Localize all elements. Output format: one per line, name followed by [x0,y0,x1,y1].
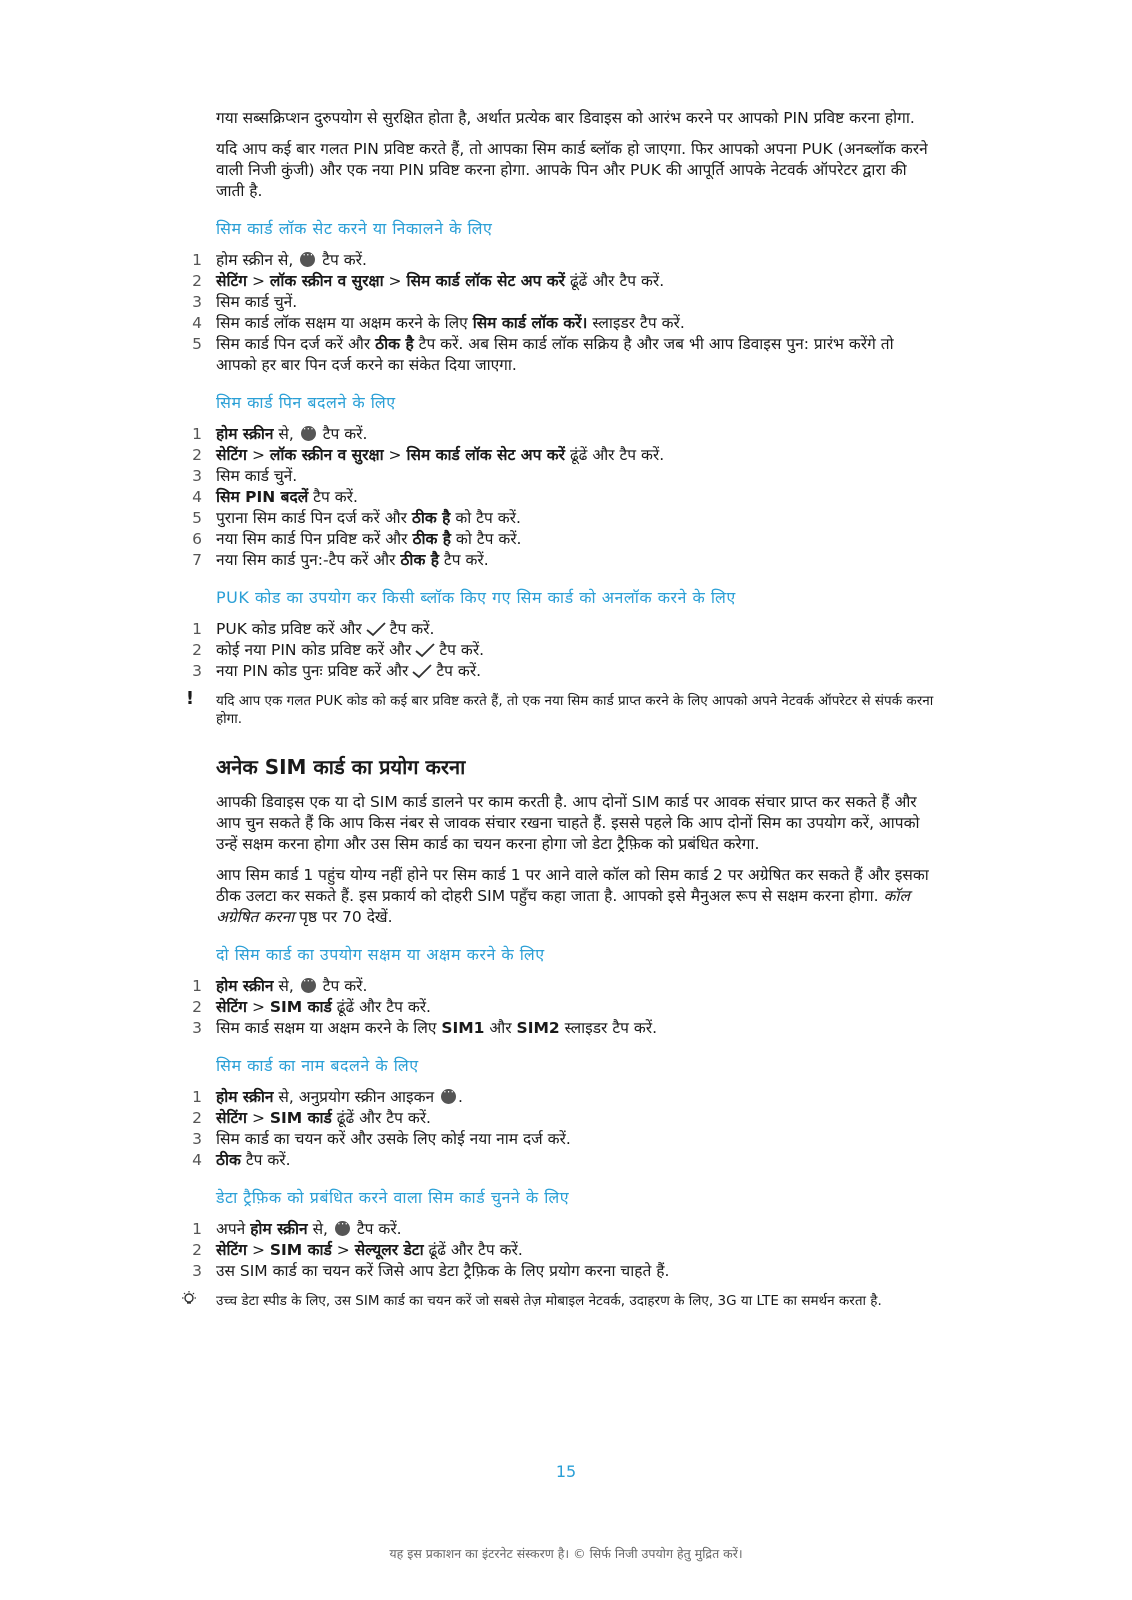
warning-note-text: यदि आप एक गलत PUK कोड को कई बार प्रविष्ट करते हैं, तो एक नया सिम कार्ड प्राप्त करने के लिए आपको अपने नेटवर्क ऑपरेटर से संपर्क करना होगा. [216,693,934,727]
list-item [192,250,936,271]
checkmark-icon [411,663,433,679]
step-number: 7 [192,551,202,569]
path-separator: > [331,1241,355,1259]
step-number: 3 [192,1019,202,1037]
step-number: 3 [192,662,202,680]
ui-term: SIM1 [441,1019,485,1037]
ui-term: ठीक है [400,551,439,569]
path-separator: > [247,272,270,290]
step-text: को टैप करें. [450,509,521,527]
menu-path-settings: सेटिंग [216,1109,248,1127]
step-number: 1 [192,1088,202,1106]
list-item [192,1087,936,1108]
steps-rename-sim [192,1087,936,1171]
ui-term: होम स्क्रीन [250,1220,308,1238]
list-item [192,640,936,661]
step-text: ढूंढें और टैप करें. [331,1109,431,1127]
step-text: से, [273,977,294,995]
path-separator: > [247,1241,270,1259]
list-item [192,1108,936,1129]
step-text: से, [273,425,294,443]
heading-sim-lock: सिम कार्ड लॉक सेट करने या निकालने के लिए [216,219,493,238]
step-text: ढूंढें और टैप करें. [423,1241,523,1259]
step-number: 2 [192,272,202,290]
step-text: ढूंढें और टैप करें. [565,446,665,464]
heading-dual-sim-enable: दो सिम कार्ड का उपयोग सक्षम या अक्षम करने के लिए [216,945,545,964]
list-item [192,334,936,376]
step-number: 3 [192,1262,202,1280]
ui-term: ठीक [216,1151,241,1169]
multi-sim-paragraph-1: आपकी डिवाइस एक या दो SIM कार्ड डालने पर काम करती है. आप दोनों SIM कार्ड पर आवक संचार प्राप्त कर सकते हैं और आप चुन सकते हैं कि आप किस नंबर से जावक संचार रखना चाहते हैं. इससे पहले कि आप दोनों सिम का उपयोग करें, आपको उन्हें सक्षम करना होगा और उस सिम कार्ड का चयन करना होगा जो डेटा ट्रैफ़िक को प्रबंधित करेगा. [216,793,920,853]
step-number: 6 [192,530,202,548]
step-text: PUK कोड प्रविष्ट करें और [216,620,362,638]
paragraph-text: आप सिम कार्ड 1 पहुंच योग्य नहीं होने पर सिम कार्ड 1 पर आने वाले कॉल को सिम कार्ड 2 पर अग्रेषित कर सकते हैं और इसका ठीक उलटा कर सकते हैं. इस प्रकार्य को दोहरी SIM पहुँच कहा जाता है. आपको इसे मैनुअल रूप से सक्षम करना होगा. [216,866,929,905]
list-item [192,445,936,466]
step-number: 1 [192,425,202,443]
step-number: 4 [192,314,202,332]
step-number: 1 [192,977,202,995]
exclamation-icon: ! [185,688,195,709]
apps-grid-icon [301,978,316,993]
step-text: से, [307,1220,328,1238]
step-text: टैप करें. [308,488,358,506]
paragraph-text: पृष्ठ पर 70 देखें. [294,908,393,926]
list-item [192,997,936,1018]
step-text: टैप करें. [439,641,485,659]
list-item [192,976,936,997]
list-item [192,1240,936,1261]
step-text: ढूंढें और टैप करें. [331,998,431,1016]
intro-paragraph-2: यदि आप कई बार गलत PIN प्रविष्ट करते हैं, तो आपका सिम कार्ड ब्लॉक हो जाएगा. फिर आपको अपना PUK (अनब्लॉक करने वाली निजी कुंजी) और एक नया PIN प्रविष्ट करना होगा. आपके पिन और PUK की आपूर्ति आपके नेटवर्क ऑपरेटर द्वारा की जाती है. [216,140,928,200]
step-number: 2 [192,641,202,659]
section-title-multiple-sim: अनेक SIM कार्ड का प्रयोग करना [216,755,466,779]
step-number: 2 [192,998,202,1016]
step-text: को टैप करें. [451,530,522,548]
apps-grid-icon [335,1221,350,1236]
list-item [192,313,936,334]
step-text: ढूंढें और टैप करें. [565,272,665,290]
step-text: सिम कार्ड लॉक सक्षम या अक्षम करने के लिए [216,314,473,332]
step-text: टैप करें. [438,551,489,569]
list-item [192,1261,936,1282]
step-text: टैप करें. [356,1220,402,1238]
steps-sim-pin-change [192,424,936,571]
page-footer: यह इस प्रकाशन का इंटरनेट संस्करण है। © सिर्फ निजी उपयोग हेतु मुद्रित करें। [389,1546,743,1561]
list-item [192,1129,936,1150]
list-item [192,1219,936,1240]
menu-path-settings: सेटिंग [216,446,248,464]
menu-path-settings: सेटिंग [216,1241,248,1259]
warning-note [185,688,936,728]
menu-path-sim-lock: सिम कार्ड लॉक सेट अप करें [406,272,566,290]
menu-path-lock-screen: लॉक स्क्रीन व सुरक्षा [269,446,384,464]
ui-term: ठीक है [411,509,451,527]
step-text: टैप करें. [389,620,435,638]
step-number: 3 [192,1130,202,1148]
menu-path-sim-cards: SIM कार्ड [269,1241,332,1259]
step-number: 4 [192,1151,202,1169]
list-item [192,466,936,487]
ui-term: सिम PIN बदलें [216,488,309,506]
menu-path-sim-cards: SIM कार्ड [269,1109,332,1127]
step-text: सिम कार्ड चुनें. [216,467,298,485]
heading-sim-pin-change: सिम कार्ड पिन बदलने के लिए [216,393,396,412]
step-number: 3 [192,467,202,485]
step-text: और [484,1019,517,1037]
list-item [192,529,936,550]
menu-path-settings: सेटिंग [216,272,248,290]
step-text: पुराना सिम कार्ड पिन दर्ज करें और [216,509,412,527]
step-number: 2 [192,446,202,464]
step-text: सिम कार्ड का चयन करें और उसके लिए कोई नया नाम दर्ज करें. [216,1130,571,1148]
path-separator: > [247,998,270,1016]
step-text: उस SIM कार्ड का चयन करें जिसे आप डेटा ट्रैफ़िक के लिए प्रयोग करना चाहते हैं. [216,1262,670,1280]
step-number: 1 [192,1220,202,1238]
step-number: 5 [192,509,202,527]
path-separator: > [383,446,407,464]
tip-note [216,1292,936,1310]
menu-path-sim-cards: SIM कार्ड [269,998,332,1016]
steps-puk-unlock [192,619,936,682]
step-text: टैप करें. [322,425,368,443]
multi-sim-paragraph-2 [216,865,936,928]
ui-term: होम स्क्रीन [216,1088,274,1106]
step-number: 4 [192,488,202,506]
step-number: 5 [192,335,202,353]
ui-term: ठीक है [375,335,414,353]
apps-grid-icon [300,252,315,267]
step-text: सिम कार्ड पिन दर्ज करें और [216,335,376,353]
step-text: नया सिम कार्ड पुन:-टैप करें और [216,551,401,569]
step-text: टैप करें. [240,1151,291,1169]
ui-term: SIM2 [516,1019,560,1037]
heading-data-traffic-sim: डेटा ट्रैफ़िक को प्रबंधित करने वाला सिम कार्ड चुनने के लिए [216,1188,570,1207]
step-text: से, अनुप्रयोग स्क्रीन आइकन [273,1088,435,1106]
step-number: 2 [192,1241,202,1259]
list-item [192,550,936,571]
list-item [192,508,936,529]
apps-grid-icon [301,426,316,441]
step-text: सिम कार्ड सक्षम या अक्षम करने के लिए [216,1019,442,1037]
list-item [192,661,936,682]
steps-dual-sim-enable [192,976,936,1039]
step-text: होम स्क्रीन से, [216,251,294,269]
list-item [192,619,936,640]
heading-puk-unlock: PUK कोड का उपयोग कर किसी ब्लॉक किए गए सिम कार्ड को अनलॉक करने के लिए [216,588,736,607]
step-text: टैप करें. अब सिम कार्ड लॉक सक्रिय है और जब भी आप डिवाइस पुन: प्रारंभ करेंगे तो आपको हर बार पिन दर्ज करने का संकेत दिया जाएगा. [216,335,894,374]
step-number: 3 [192,293,202,311]
steps-sim-lock [192,250,936,376]
list-item [192,487,936,508]
ui-term: होम स्क्रीन [216,977,274,995]
page-content [185,108,936,1310]
ui-term: ठीक है [412,530,451,548]
list-item [192,271,936,292]
step-text: स्लाइडर टैप करें. [559,1019,658,1037]
list-item [192,1150,936,1171]
steps-data-traffic-sim [192,1219,936,1282]
step-text: टैप करें. [436,662,482,680]
intro-paragraph-1: गया सब्सक्रिप्शन दुरुपयोग से सुरक्षित होता है, अर्थात प्रत्येक बार डिवाइस को आरंभ करने पर आपको PIN प्रविष्ट करना होगा. [216,109,915,127]
page-number: 15 [555,1462,577,1481]
menu-path-settings: सेटिंग [216,998,248,1016]
step-text: टैप करें. [322,977,368,995]
step-text: सिम कार्ड चुनें. [216,293,298,311]
step-text: नया PIN कोड पुनः प्रविष्ट करें और [216,662,409,680]
list-item [192,1018,936,1039]
tip-note-text: उच्च डेटा स्पीड के लिए, उस SIM कार्ड का चयन करें जो सबसे तेज़ मोबाइल नेटवर्क, उदाहरण के लिए, 3G या LTE का समर्थन करता है. [216,1293,882,1309]
path-separator: > [247,446,270,464]
apps-grid-icon [441,1089,456,1104]
step-text: . [458,1088,463,1106]
ui-term: सिम कार्ड लॉक करें। [472,314,588,332]
cross-reference-link[interactable]: कॉल अग्रेषित करना [216,887,910,926]
step-text: अपने [216,1220,251,1238]
ui-term: होम स्क्रीन [216,425,274,443]
path-separator: > [247,1109,270,1127]
step-text: स्लाइडर टैप करें. [587,314,685,332]
step-text: टैप करें. [322,251,367,269]
list-item [192,292,936,313]
step-number: 2 [192,1109,202,1127]
path-separator: > [383,272,407,290]
menu-path-lock-screen: लॉक स्क्रीन व सुरक्षा [269,272,384,290]
list-item [192,424,936,445]
checkmark-icon [365,621,387,637]
step-number: 1 [192,620,202,638]
checkmark-icon [414,642,436,658]
menu-path-cellular-data: सेल्यूलर डेटा [354,1241,424,1259]
step-number: 1 [192,251,202,269]
step-text: नया सिम कार्ड पिन प्रविष्ट करें और [216,530,413,548]
heading-rename-sim: सिम कार्ड का नाम बदलने के लिए [216,1056,419,1075]
menu-path-sim-lock: सिम कार्ड लॉक सेट अप करें [406,446,566,464]
step-text: कोई नया PIN कोड प्रविष्ट करें और [216,641,412,659]
lightbulb-icon [180,1290,198,1308]
